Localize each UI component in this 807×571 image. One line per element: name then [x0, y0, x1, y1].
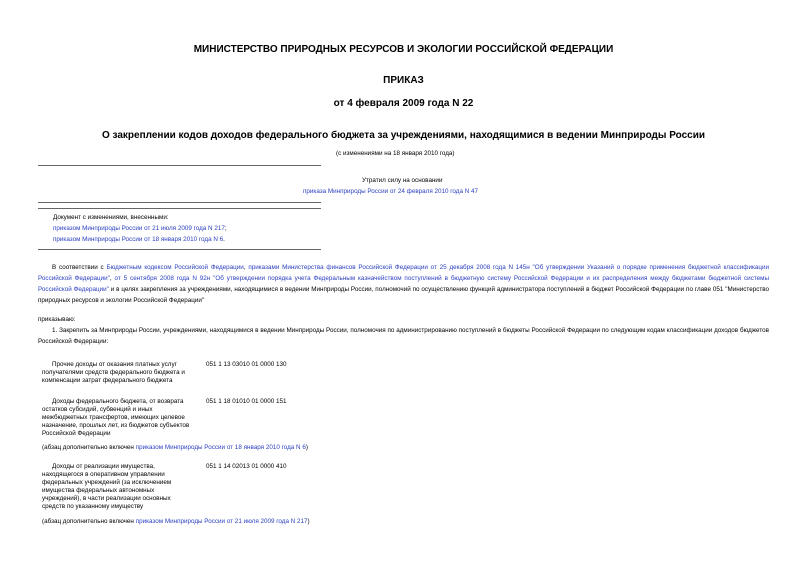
divider — [38, 249, 321, 250]
table-note-1: (абзац дополнительно включен приказом Минприроды России от 18 января 2010 года N 6) — [42, 444, 308, 451]
table-row-name: Доходы федерального бюджета, от возврата остатков субсидий, субвенций и иных межбюджетных трансфертов, имеющих целевое назначение, прошлых лет, из бюджетов субъектов Российской Федерации — [42, 398, 190, 437]
table-row-code: 051 1 14 02013 01 0000 410 — [206, 463, 287, 470]
minfin-order-link-92n[interactable]: от 5 сентября 2008 года N 92н "Об утверждении порядка учета Федеральным казначейством поступлений в бюджетную систему Российской Федерации и их распределения между бюджетами бюджетной системы Российской Федерации" — [38, 275, 770, 293]
amendment-line-1 — [53, 225, 227, 232]
table-row-code: 051 1 13 03010 01 0000 130 — [206, 361, 287, 368]
table-row-name: Прочие доходы от оказания платных услуг получателями средств федерального бюджета и компенсации затрат федерального бюджета — [42, 361, 185, 384]
budget-code-link[interactable]: Бюджетным кодексом Российской Федерации — [106, 264, 244, 271]
table-row-code: 051 1 18 01010 01 0000 151 — [206, 398, 287, 405]
divider — [38, 208, 321, 209]
table-note-link-2[interactable]: приказом Минприроды России от 21 июля 2009 года N 217 — [135, 518, 308, 525]
amendment-line-2 — [53, 236, 225, 243]
doc-date-number: от 4 февраля 2009 года N 22 — [333, 98, 474, 109]
table-note-link-1[interactable]: приказом Минприроды России от 18 января 2010 года N 6 — [135, 444, 306, 451]
preamble-paragraph: В соответствии с Бюджетным кодексом Российской Федерации, приказами Министерства финансов Российской Федерации от 25 декабря 2008 года N 145н "Об утверждении Указаний о порядке применения бюджетной классификации Российской Федерации", от 5 сентября 2008 года N 92н "Об утверждении порядка учета Федеральным казначейством поступлений в бюджетную систему Российской Федерации и их распределения между бюджетами бюджетной системы Российской Федерации" и в целях закрепления за учреждениями, находящимися в ведении Минприроды России, полномочий по осуществлению функций администратора поступлений в бюджет Российской Федерации по главе 051 "Министерство природных ресурсов и экологии Российской Федерации" — [38, 264, 770, 304]
amended-note: (с изменениями на 18 января 2010 года) — [336, 150, 455, 157]
amendments-intro: Документ с изменениями, внесенными: — [53, 214, 169, 221]
amendment-end: . — [223, 236, 225, 243]
amendment-link-2[interactable]: приказом Минприроды России от 18 января 2010 года N 6 — [53, 236, 224, 243]
doc-type: ПРИКАЗ — [383, 75, 424, 86]
ministry-title: МИНИСТЕРСТВО ПРИРОДНЫХ РЕСУРСОВ И ЭКОЛОГИИ РОССИЙСКОЙ ФЕДЕРАЦИИ — [193, 44, 614, 55]
status-label: Утратил силу на основании — [362, 177, 443, 184]
divider — [38, 202, 321, 203]
order-word: приказываю: — [38, 316, 76, 323]
table-note-2: (абзац дополнительно включен приказом Минприроды России от 21 июля 2009 года N 217) — [42, 518, 310, 525]
status-link[interactable]: приказа Минприроды России от 24 февраля 2010 года N 47 — [303, 188, 479, 195]
minfin-order-link-145n[interactable]: приказами Министерства финансов Российской Федерации от 25 декабря 2008 года N 145н "Об утверждении Указаний о порядке применения бюджетной классификации Российской Федерации" — [38, 264, 770, 282]
amendment-sep: ; — [224, 225, 227, 232]
doc-subject: О закреплении кодов доходов федерального бюджета за учреждениями, находящимися в ведении Минприроды России — [101, 130, 706, 141]
amendment-link-1[interactable]: приказом Минприроды России от 21 июля 2009 года N 217 — [53, 225, 225, 232]
order-item-1: 1. Закрепить за Минприроды России, учреждениями, находящимися в ведении Минприроды России, полномочия по администрированию поступлений в бюджеты Российской Федерации по следующим кодам классификации доходов бюджетов Российской Федерации: — [38, 327, 769, 345]
table-row-name: Доходы от реализации имущества, находящегося в оперативном управлении федеральных учреждений (за исключением имущества федеральных автономных учреждений), в части реализации основных средств по указанному имуществу — [42, 463, 172, 510]
divider — [38, 165, 321, 166]
